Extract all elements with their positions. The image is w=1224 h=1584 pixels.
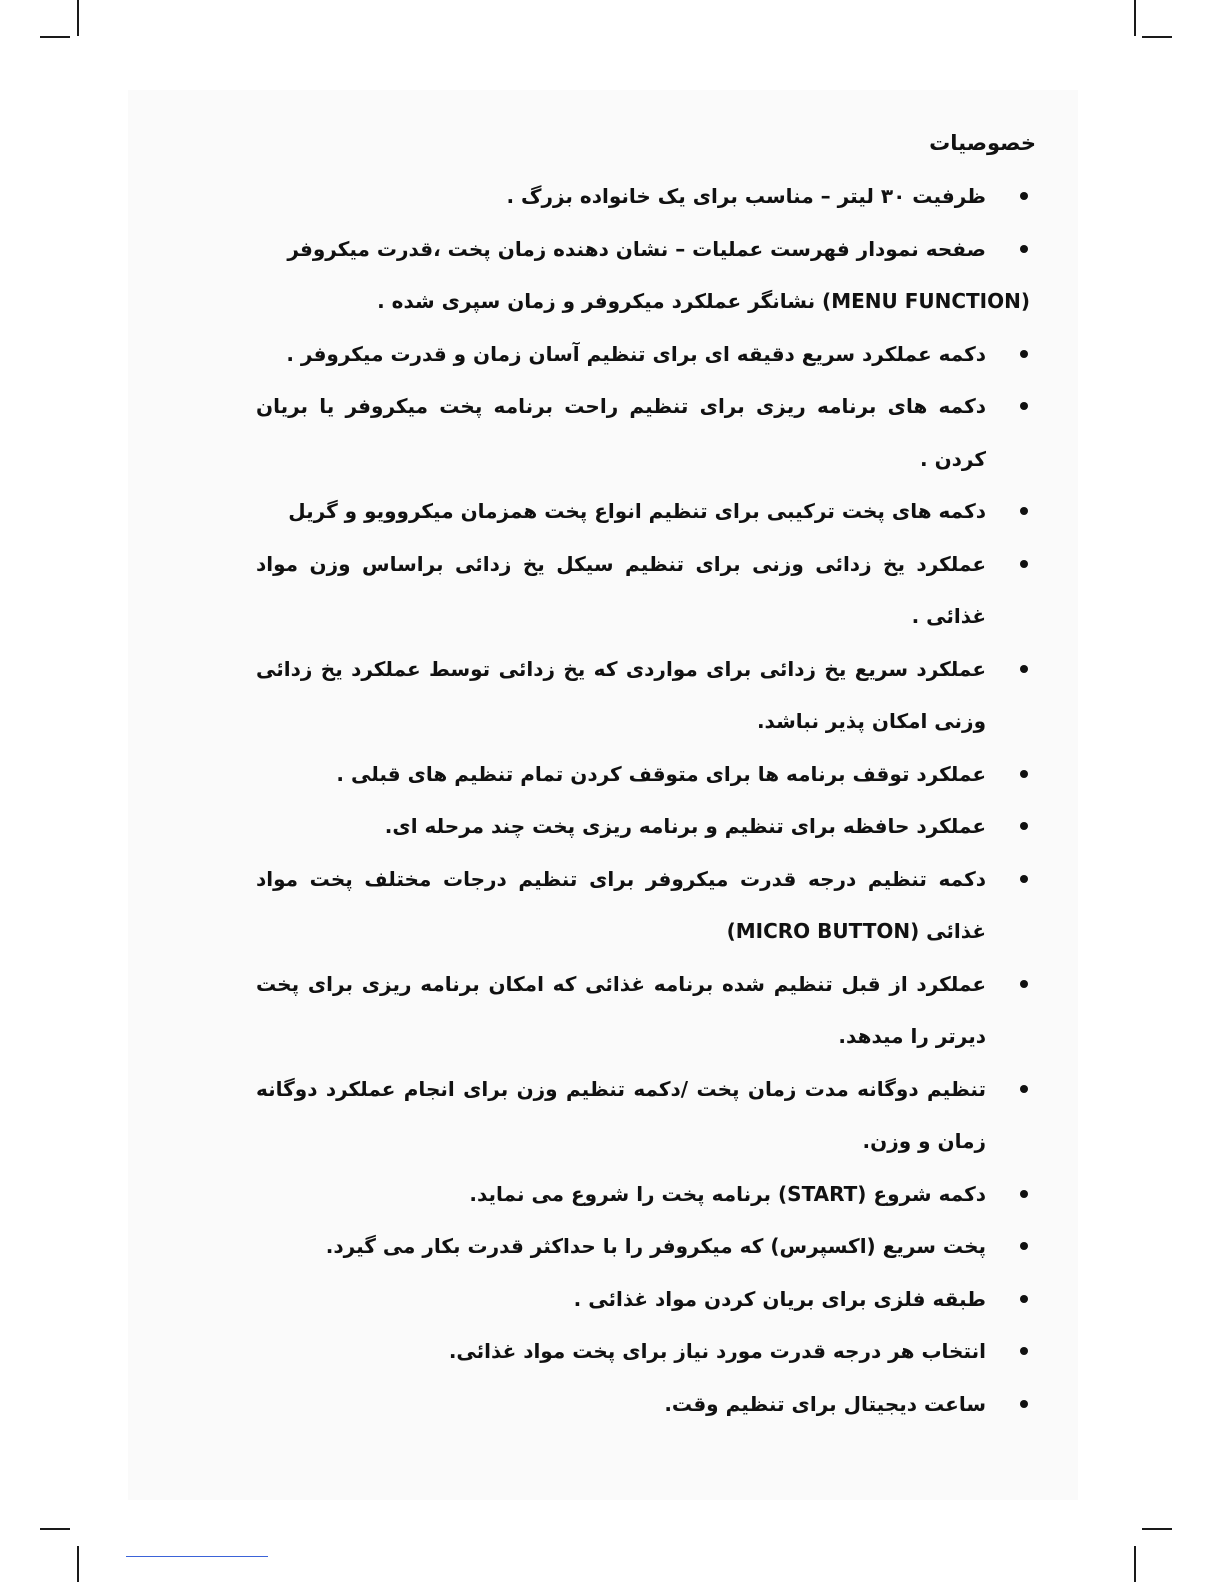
list-item: دکمه عملکرد سریع دقیقه ای برای تنظیم آسان زمان و قدرت میکروفر . (256, 328, 986, 381)
list-item: طبقه فلزی برای بریان کردن مواد غذائی . (256, 1273, 986, 1326)
list-item: عملکرد توقف برنامه ها برای متوقف کردن تمام تنظیم های قبلی . (256, 748, 986, 801)
page-title: خصوصیات (929, 131, 1036, 155)
features-list (256, 170, 1030, 1430)
bullet-icon (1018, 1220, 1030, 1273)
bullet-icon (1018, 1273, 1030, 1326)
list-item: دکمه تنظیم درجه قدرت میکروفر برای تنظیم درجات مختلف پخت مواد غذائی (MICRO BUTTON) (256, 853, 986, 958)
crop-mark-top-left-vertical (77, 0, 79, 36)
footnote-separator (126, 1556, 268, 1557)
crop-mark-bottom-left-vertical (77, 1546, 79, 1582)
bullet-icon (1018, 1063, 1030, 1116)
list-item: دکمه های پخت ترکیبی برای تنظیم انواع پخت همزمان میکروویو و گریل (256, 485, 986, 538)
bullet-icon (1018, 958, 1030, 1011)
crop-mark-bottom-right-vertical (1134, 1546, 1136, 1582)
bullet-icon (1018, 643, 1030, 696)
bullet-icon (1018, 1325, 1030, 1378)
list-item: عملکرد حافظه برای تنظیم و برنامه ریزی پخت چند مرحله ای. (256, 800, 986, 853)
crop-mark-bottom-left-horizontal (40, 1528, 70, 1530)
bullet-icon (1018, 485, 1030, 538)
list-item: انتخاب هر درجه قدرت مورد نیاز برای پخت مواد غذائی. (256, 1325, 986, 1378)
list-item: ساعت دیجیتال برای تنظیم وقت. (256, 1378, 986, 1431)
list-item: صفحه نمودار فهرست عملیات – نشان دهنده زمان پخت ،قدرت میکروفر (256, 223, 986, 276)
list-item: دکمه شروع (START) برنامه پخت را شروع می نماید. (256, 1168, 986, 1221)
list-item: ظرفیت ۳۰ لیتر – مناسب برای یک خانواده بزرگ . (256, 170, 986, 223)
crop-mark-top-left-horizontal (40, 36, 70, 38)
bullet-icon (1018, 748, 1030, 801)
list-item: عملکرد یخ زدائی وزنی برای تنظیم سیکل یخ زدائی براساس وزن مواد غذائی . (256, 538, 986, 643)
bullet-icon (1018, 223, 1030, 276)
list-item: پخت سریع (اکسپرس) که میکروفر را با حداکثر قدرت بکار می گیرد. (256, 1220, 986, 1273)
bullet-icon (1018, 538, 1030, 591)
bullet-icon (1018, 170, 1030, 223)
bullet-icon (1018, 800, 1030, 853)
list-item: تنظیم دوگانه مدت زمان پخت /دکمه تنظیم وزن برای انجام عملکرد دوگانه زمان و وزن. (256, 1063, 986, 1168)
bullet-icon (1018, 328, 1030, 381)
bullet-icon (1018, 853, 1030, 906)
list-item: دکمه های برنامه ریزی برای تنظیم راحت برنامه پخت میکروفر یا بریان کردن . (256, 380, 986, 485)
list-item: عملکرد سریع یخ زدائی برای مواردی که یخ زدائی توسط عملکرد یخ زدائی وزنی امکان پذیر نباشد. (256, 643, 986, 748)
list-item-continuation: (MENU FUNCTION) نشانگر عملکرد میکروفر و زمان سپری شده . (377, 289, 1030, 313)
crop-mark-top-right-horizontal (1142, 36, 1172, 38)
crop-mark-bottom-right-horizontal (1142, 1528, 1172, 1530)
bullet-icon (1018, 1168, 1030, 1221)
bullet-icon (1018, 380, 1030, 433)
list-item: عملکرد از قبل تنظیم شده برنامه غذائی که امکان برنامه ریزی برای پخت دیرتر را میدهد. (256, 958, 986, 1063)
bullet-icon (1018, 1378, 1030, 1431)
crop-mark-top-right-vertical (1134, 0, 1136, 36)
